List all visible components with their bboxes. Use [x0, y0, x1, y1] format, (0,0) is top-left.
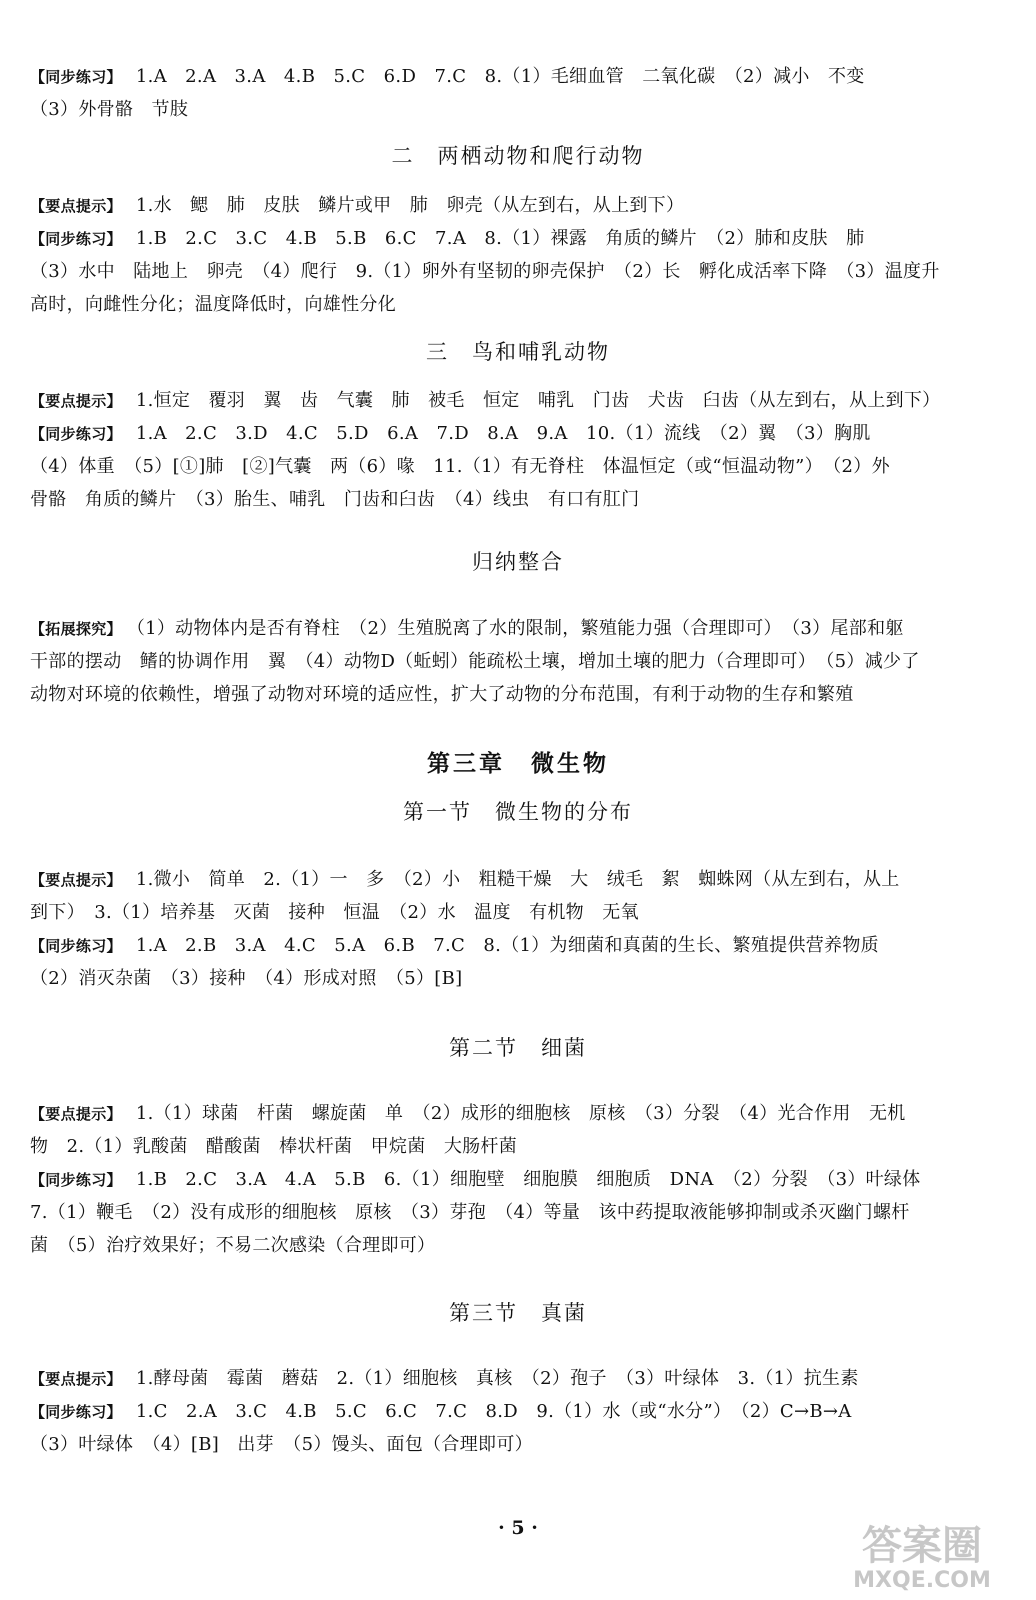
- answer-text: 物 2.（1）乳酸菌 醋酸菌 棒状杆菌 甲烷菌 大肠杆菌: [30, 1136, 518, 1157]
- answer-block: [30, 863, 1000, 995]
- answer-block: [30, 612, 1000, 711]
- answer-text: 1.恒定 覆羽 翼 齿 气囊 肺 被毛 恒定 哺乳 门齿 犬齿 臼齿（从左到右，从上到下）: [135, 390, 941, 411]
- answer-line: [30, 1229, 1000, 1262]
- section-tag: 【同步练习】: [30, 425, 122, 443]
- answer-line: [30, 93, 1000, 126]
- answer-text: 1.A 2.B 3.A 4.C 5.A 6.B 7.C 8.（1）为细菌和真菌的生长、繁殖提供营养物质: [135, 935, 879, 956]
- section-tag: 【同步练习】: [30, 937, 122, 955]
- answer-text: 1.微小 简单 2.（1）一 多 （2）小 粗糙干燥 大 绒毛 絮 蜘蛛网（从左到右，从上: [135, 869, 900, 890]
- answer-line: [30, 1163, 1000, 1196]
- answer-text: 1.A 2.C 3.D 4.C 5.D 6.A 7.D 8.A 9.A 10.（1）流线 （2）翼 （3）胸肌: [135, 423, 871, 444]
- answer-line: [30, 60, 1000, 93]
- answer-text: 骨骼 角质的鳞片 （3）胎生、哺乳 门齿和臼齿 （4）线虫 有口有肛门: [30, 489, 640, 510]
- answer-block: [30, 60, 1000, 126]
- answer-line: [30, 1395, 1000, 1428]
- answer-text: 干部的摆动 鳍的协调作用 翼 （4）动物D（蚯蚓）能疏松土壤，增加土壤的肥力（合理即可） （5）减少了: [30, 651, 920, 672]
- answer-line: [30, 288, 1000, 321]
- section-tag: 【同步练习】: [30, 1403, 122, 1421]
- answer-text: （3）叶绿体 （4）[B] 出芽 （5）馒头、面包（合理即可）: [30, 1434, 533, 1455]
- answer-line: [30, 1428, 1000, 1461]
- watermark-bottom: MXQE.COM: [853, 1568, 991, 1593]
- answer-block: [30, 1362, 1000, 1461]
- section-tag: 【要点提示】: [30, 392, 122, 410]
- section-heading: 三 鸟和哺乳动物: [426, 340, 610, 364]
- answer-text: 高时，向雌性分化；温度降低时，向雄性分化: [30, 294, 396, 315]
- section-tag: 【要点提示】: [30, 1105, 122, 1123]
- answer-text: （4）体重 （5）[①]肺 [②]气囊 两（6）喙 11.（1）有无脊柱 体温恒定（或“恒温动物”） （2）外: [30, 456, 890, 477]
- answer-line: [30, 896, 1000, 929]
- answer-line: [30, 1196, 1000, 1229]
- answer-text: 7.（1）鞭毛 （2）没有成形的细胞核 原核 （3）芽孢 （4）等量 该中药提取液能够抑制或杀灭幽门螺杆: [30, 1202, 910, 1223]
- chapter-heading: 第三章 微生物: [427, 750, 609, 777]
- watermark-top: 答案圈: [862, 1523, 982, 1569]
- answer-line: [30, 678, 1000, 711]
- section-heading: 第三节 真菌: [449, 1301, 587, 1325]
- answer-text: 1.（1）球菌 杆菌 螺旋菌 单 （2）成形的细胞核 原核 （3）分裂 （4）光合作用 无机: [135, 1103, 906, 1124]
- answer-line: [30, 1130, 1000, 1163]
- answer-text: 1.B 2.C 3.A 4.A 5.B 6.（1）细胞壁 细胞膜 细胞质 DNA （2）分裂 （3）叶绿体: [135, 1169, 921, 1190]
- section-tag: 【同步练习】: [30, 1171, 122, 1189]
- section-tag: 【拓展探究】: [30, 620, 122, 638]
- section-heading: 二 两栖动物和爬行动物: [391, 144, 645, 168]
- answer-text: 1.酵母菌 霉菌 蘑菇 2.（1）细胞核 真核 （2）孢子 （3）叶绿体 3.（1）抗生素: [135, 1368, 859, 1389]
- answer-block: [30, 384, 1000, 516]
- answer-block: [30, 189, 1000, 321]
- answer-line: [30, 483, 1000, 516]
- answer-line: [30, 255, 1000, 288]
- answer-block: [30, 1097, 1000, 1262]
- answer-line: [30, 612, 1000, 645]
- answer-text: （3）水中 陆地上 卵壳 （4）爬行 9.（1）卵外有坚韧的卵壳保护 （2）长 孵化成活率下降 （3）温度升: [30, 261, 940, 282]
- answer-text: 1.A 2.A 3.A 4.B 5.C 6.D 7.C 8.（1）毛细血管 二氧化碳 （2）减小 不变: [135, 66, 865, 87]
- answer-line: [30, 222, 1000, 255]
- answer-text: （2）消灭杂菌 （3）接种 （4）形成对照 （5）[B]: [30, 968, 463, 989]
- answer-text: 动物对环境的依赖性，增强了动物对环境的适应性，扩大了动物的分布范围，有利于动物的生存和繁殖: [30, 684, 854, 705]
- answer-line: [30, 384, 1000, 417]
- watermark-logo: [838, 1515, 1006, 1593]
- answer-line: [30, 645, 1000, 678]
- section-heading: 归纳整合: [472, 550, 564, 574]
- section-tag: 【要点提示】: [30, 871, 122, 889]
- section-tag: 【同步练习】: [30, 68, 122, 86]
- section-heading: 第二节 细菌: [449, 1036, 587, 1060]
- section-tag: 【同步练习】: [30, 230, 122, 248]
- answer-line: [30, 863, 1000, 896]
- answer-line: [30, 1362, 1000, 1395]
- answer-text: 到下） 3.（1）培养基 灭菌 接种 恒温 （2）水 温度 有机物 无氧: [30, 902, 639, 923]
- answer-line: [30, 189, 1000, 222]
- answer-text: （3）外骨骼 节肢: [30, 99, 189, 120]
- answer-line: [30, 450, 1000, 483]
- answer-line: [30, 1097, 1000, 1130]
- answer-text: （1）动物体内是否有脊柱 （2）生殖脱离了水的限制，繁殖能力强（合理即可） （3）尾部和躯: [135, 618, 904, 639]
- answer-text: 菌 （5）治疗效果好；不易二次感染（合理即可）: [30, 1235, 436, 1256]
- answer-line: [30, 417, 1000, 450]
- section-tag: 【要点提示】: [30, 1370, 122, 1388]
- page-number: · 5 ·: [498, 1517, 538, 1539]
- answer-line: [30, 962, 1000, 995]
- answer-text: 1.C 2.A 3.C 4.B 5.C 6.C 7.C 8.D 9.（1）水（或“水分”） （2）C→B→A: [135, 1401, 852, 1422]
- section-tag: 【要点提示】: [30, 197, 122, 215]
- section-heading: 第一节 微生物的分布: [403, 800, 633, 824]
- answer-line: [30, 929, 1000, 962]
- answer-text: 1.水 鳃 肺 皮肤 鳞片或甲 肺 卵壳（从左到右，从上到下）: [135, 195, 685, 216]
- answer-text: 1.B 2.C 3.C 4.B 5.B 6.C 7.A 8.（1）裸露 角质的鳞片 （2）肺和皮肤 肺: [135, 228, 865, 249]
